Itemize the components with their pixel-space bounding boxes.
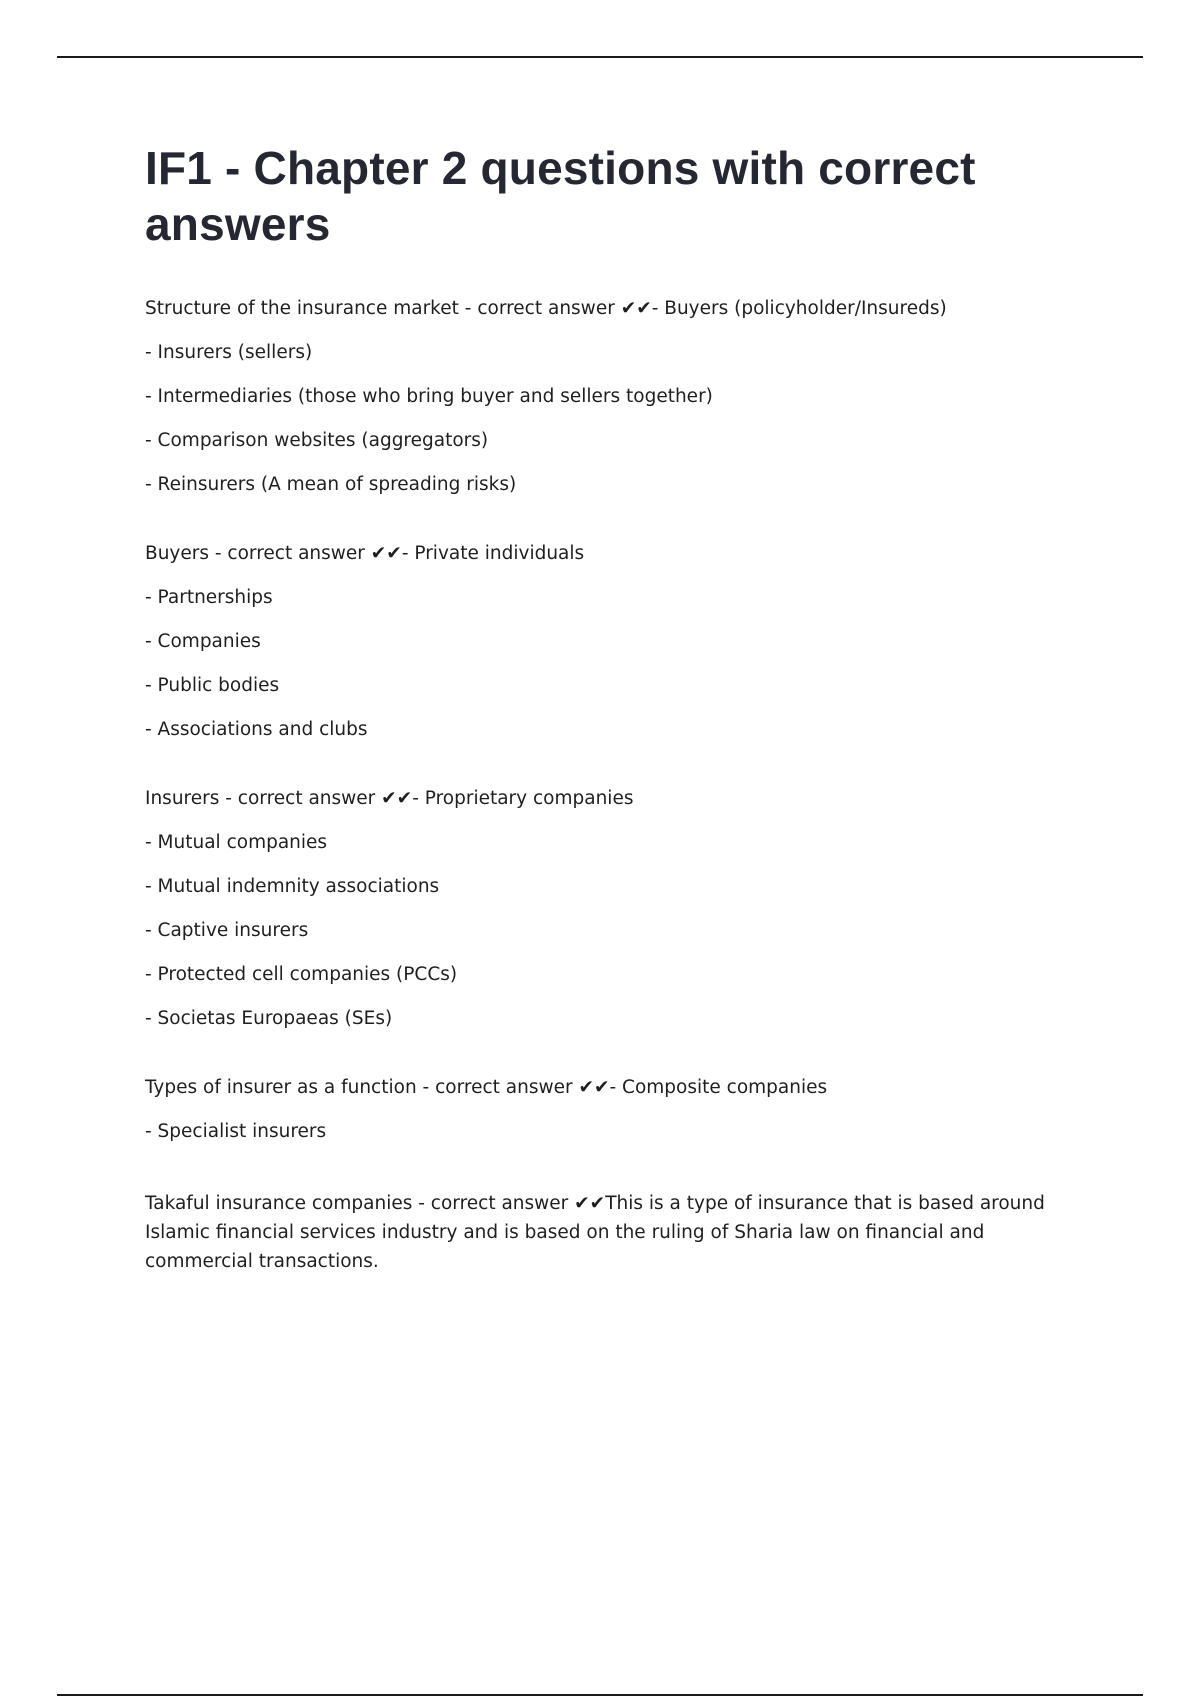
question-text: Types of insurer as a function: [145, 1077, 417, 1098]
connector-text: - correct answer: [219, 788, 382, 809]
answer-item: - Public bodies: [145, 675, 280, 696]
answer-first: - Private individuals: [401, 543, 585, 564]
qa-sections: [145, 297, 1085, 1276]
question-line: [145, 542, 1085, 566]
qa-section: [145, 787, 1085, 1031]
answer-item: - Reinsurers (A mean of spreading risks): [145, 474, 517, 495]
document-title: IF1 - Chapter 2 questions with correct answers: [145, 142, 976, 250]
answer-first: - Buyers (policyholder/Insureds): [651, 298, 947, 319]
question-line: [145, 1076, 1085, 1100]
top-rule: [57, 56, 1143, 58]
qa-section: [145, 1189, 1085, 1276]
answer-item: - Mutual indemnity associations: [145, 876, 440, 897]
question-line: [145, 297, 1085, 321]
answer-item: - Protected cell companies (PCCs): [145, 964, 458, 985]
answer-item: - Intermediaries (those who bring buyer and sellers together): [145, 386, 713, 407]
qa-section: [145, 297, 1085, 497]
question-text: Insurers: [145, 788, 220, 809]
check-mark-icon: ✔✔: [620, 298, 652, 319]
answer-item: - Partnerships: [145, 587, 273, 608]
answer-first: - Composite companies: [609, 1077, 828, 1098]
answer-item: - Comparison websites (aggregators): [145, 430, 489, 451]
question-text: Takaful insurance companies: [145, 1193, 413, 1214]
check-mark-icon: ✔✔: [370, 543, 402, 564]
answer-item: - Societas Europaeas (SEs): [145, 1008, 393, 1029]
check-mark-icon: ✔✔: [574, 1193, 606, 1214]
document-page: [145, 140, 1085, 1321]
answer-first: This is a type of insurance that is based around Islamic financial services industry and is based on the ruling of Sharia law on financial and commercial transactions.: [145, 1193, 1045, 1272]
answer-item: - Specialist insurers: [145, 1121, 327, 1142]
answer-item: - Mutual companies: [145, 832, 328, 853]
qa-section: [145, 1076, 1085, 1144]
answer-item: - Captive insurers: [145, 920, 309, 941]
question-text: Structure of the insurance market: [145, 298, 459, 319]
question-line: [145, 787, 1085, 811]
connector-text: - correct answer: [209, 543, 371, 564]
answer-item: - Companies: [145, 631, 261, 652]
answer-first: - Proprietary companies: [412, 788, 634, 809]
connector-text: - correct answer: [458, 298, 621, 319]
answer-item: - Associations and clubs: [145, 719, 368, 740]
connector-text: - correct answer: [412, 1193, 575, 1214]
qa-section: [145, 542, 1085, 742]
question-text: Buyers: [145, 543, 209, 564]
check-mark-icon: ✔✔: [381, 788, 413, 809]
bottom-rule: [57, 1694, 1143, 1696]
answer-item: - Insurers (sellers): [145, 342, 313, 363]
connector-text: - correct answer: [416, 1077, 579, 1098]
check-mark-icon: ✔✔: [578, 1077, 610, 1098]
question-paragraph: [145, 1189, 1085, 1276]
